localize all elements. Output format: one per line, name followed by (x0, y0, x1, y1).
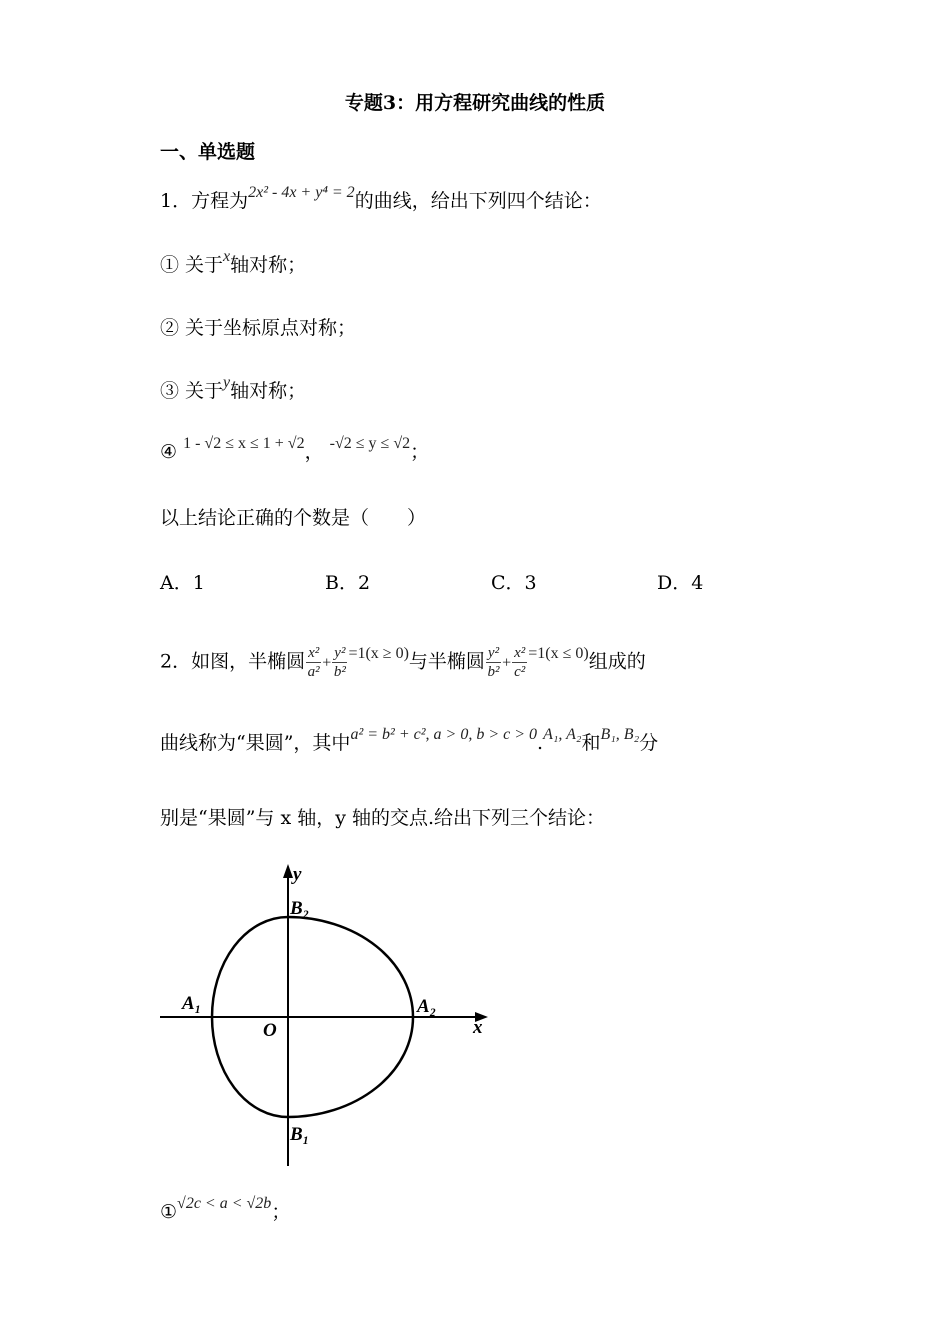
x-label: x (473, 1017, 483, 1038)
q1-c1-pre: ① 关于 (160, 254, 224, 276)
section-heading: 一、单选题 (160, 141, 256, 163)
origin-label: O (263, 1020, 277, 1041)
frac-y2-b2-2: $\frac{\text{y²}}{\text{b²}}$ (487, 645, 500, 680)
q1-c1-post: 轴对称； (230, 254, 307, 276)
q2-conclusion-1 (160, 1195, 291, 1226)
point-a2-label: A₂ (417, 996, 437, 1017)
q1-c3-post: 轴对称； (230, 380, 307, 402)
option-b[interactable]: B．2 (325, 572, 371, 594)
q1-c3-pre: ③ 关于 (160, 380, 224, 402)
q1-suffix: 的曲线，给出下列四个结论： (354, 190, 602, 212)
q1-c3-var: y (223, 374, 231, 391)
frac-x2-a2: $\frac{\text{x²}}{\text{a²}}$ (307, 645, 320, 680)
question-1-stem (160, 184, 602, 215)
q2-mid: 与半椭圆 (408, 650, 485, 673)
q2-line-2 (160, 726, 659, 757)
q2-suffix: 组成的 (588, 650, 646, 673)
q1-question: 以上结论正确的个数是（ ） (160, 507, 427, 529)
frac-y2-b2: $\frac{\text{y²}}{\text{b²}}$ (333, 645, 346, 680)
q2-prefix: 2．如图，半椭圆 (160, 650, 306, 673)
q1-c4-mark: ④ (160, 441, 178, 463)
q2-c1-mark: ① (160, 1201, 178, 1223)
q2-c1-math: √2c < a < √2b (177, 1195, 272, 1212)
q1-c4-end: ； (410, 441, 430, 463)
q2-ellipse2-cond: =1(x ≤ 0) (528, 644, 589, 662)
y-label: y (293, 864, 302, 885)
q2-ellipse1-cond: =1(x ≥ 0) (348, 644, 409, 662)
q2-line2-post: 分 (639, 732, 659, 754)
point-a1-label: A₁ (182, 993, 202, 1014)
q1-conclusion-1 (160, 248, 307, 279)
q1-conclusion-4 (160, 435, 430, 466)
q2-line2-pre: 曲线称为“果圆”，其中 (160, 732, 351, 754)
q2-c1-end: ； (271, 1201, 291, 1223)
point-b2-label: B₂ (290, 898, 310, 919)
option-c[interactable]: C．3 (491, 572, 537, 594)
option-d[interactable]: D．4 (657, 572, 704, 594)
q1-c1-var: x (223, 248, 231, 265)
option-a[interactable]: A．1 (160, 572, 205, 594)
point-b1-label: B₁ (290, 1124, 310, 1145)
y-axis-arrow-icon (283, 864, 293, 878)
q2-line-3: 别是“果圆”与 x 轴，y 轴的交点.给出下列三个结论： (160, 807, 606, 829)
q2-line2-A: A₁, A₂ (543, 726, 582, 743)
q2-line2-dot: . (537, 732, 544, 754)
question-2-stem: 2．如图，半椭圆 $\frac{\text{x²}}{\text{a²}}$ + $\frac{\text{y²}}{\text{b²}}$ $^{=1(x \ge 0)}$与半椭圆 $\frac{\text{y²}}{\text{b²}}$ + $\frac{\text{x²}}{\text{c²}}$ $^{=1(x \le 0)}$组成的 (160, 644, 646, 680)
q2-line2-B: B₁, B₂ (600, 726, 640, 743)
q2-line2-and: 和 (581, 732, 601, 754)
page-title: 专题3：用方程研究曲线的性质 (344, 92, 606, 114)
q1-conclusion-2: ② 关于坐标原点对称； (160, 317, 357, 339)
q1-c4-sep: ， (304, 441, 324, 463)
q1-conclusion-3 (160, 374, 307, 405)
frac-x2-c2: $\frac{\text{x²}}{\text{c²}}$ (514, 645, 526, 680)
q2-line2-math: a² = b² + c², a > 0, b > c > 0 (350, 726, 538, 743)
q1-c4-range-x: 1 - √2 ≤ x ≤ 1 + √2 (183, 435, 305, 452)
q1-c4-range-y: -√2 ≤ y ≤ √2 (329, 435, 411, 452)
q1-equation: 2x² - 4x + y⁴ = 2 (248, 184, 355, 201)
fruit-ellipse-figure (155, 858, 500, 1173)
q1-prefix: 1．方程为 (160, 190, 249, 212)
